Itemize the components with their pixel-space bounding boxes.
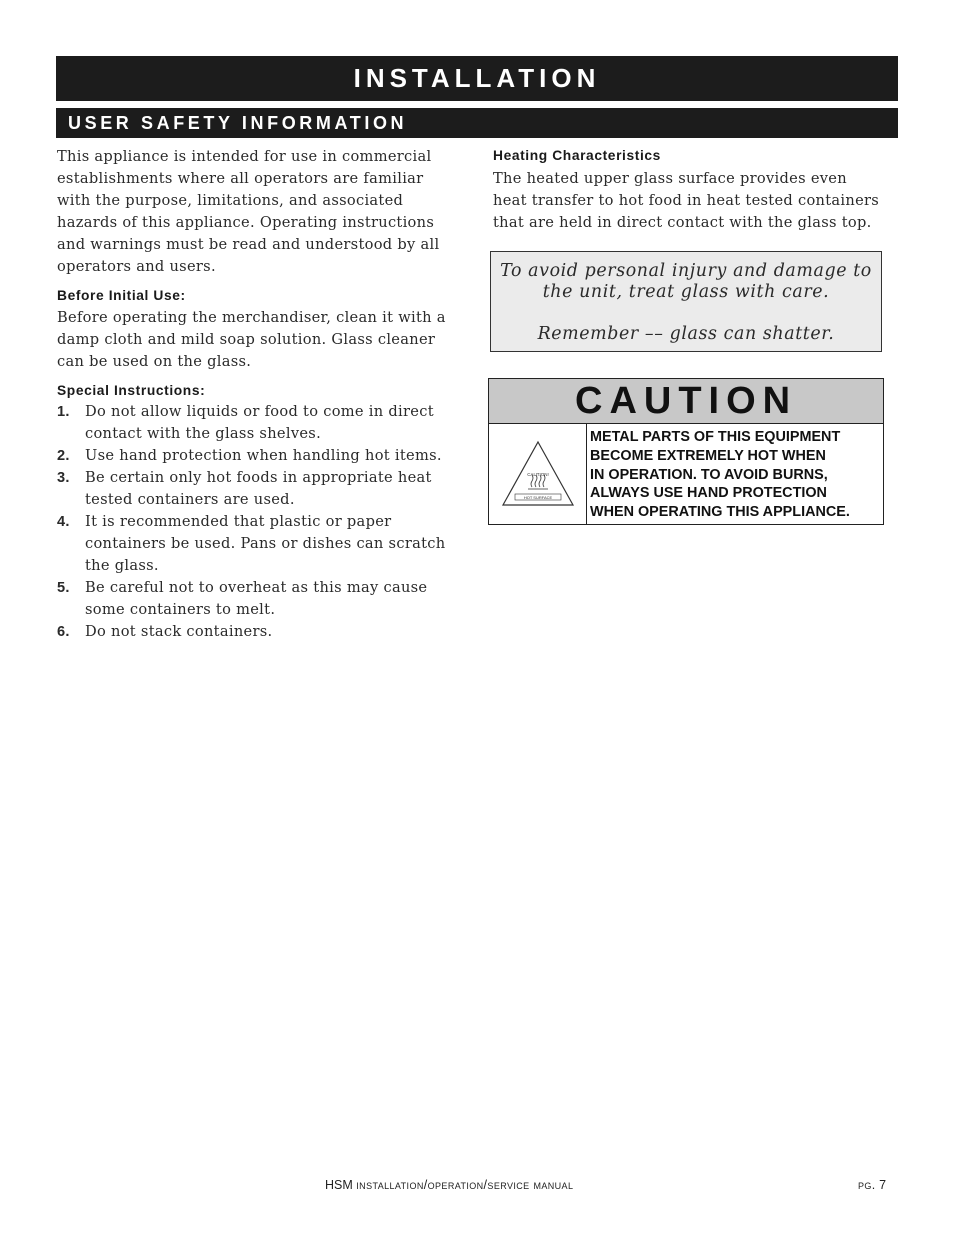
notice-line-2: Remember –– glass can shatter. — [537, 324, 835, 344]
footer-manual-title — [325, 1178, 573, 1192]
special-instructions-heading: Special Instructions: — [57, 383, 206, 398]
list-item-number: 6. — [57, 624, 70, 640]
left-column — [57, 146, 449, 643]
list-item-number: 3. — [57, 470, 70, 486]
caution-box — [488, 378, 884, 525]
icon-hot-surface-label: HOT SURFACE — [523, 494, 552, 500]
caution-line: METAL PARTS OF THIS EQUIPMENT — [590, 429, 841, 445]
page-title: INSTALLATION — [353, 63, 601, 93]
footer-page-number — [858, 1178, 886, 1192]
glass-warning-notice — [490, 251, 882, 352]
intro-paragraph: This appliance is intended for use in commercial establishments where all operators are familiar with the purpose, limitations, and associated hazards of this appliance. Operating instructions and warnings must be read and understood by all operators and users. — [57, 148, 440, 275]
caution-line: BECOME EXTREMELY HOT WHEN — [590, 447, 826, 464]
list-item-number: 4. — [57, 514, 70, 530]
list-item-number: 2. — [57, 448, 70, 464]
list-item-text: Do not stack containers. — [85, 623, 273, 640]
before-initial-use-heading: Before Initial Use: — [57, 288, 186, 303]
list-item — [57, 621, 449, 643]
hot-surface-warning-icon — [500, 439, 576, 509]
list-item — [57, 445, 449, 467]
section-title: USER SAFETY INFORMATION — [68, 112, 408, 133]
list-item — [57, 511, 449, 577]
caution-line: WHEN OPERATING THIS APPLIANCE. — [590, 504, 850, 521]
caution-body — [489, 424, 883, 524]
section-title-banner — [56, 108, 898, 138]
footer-page-value: 7 — [879, 1178, 887, 1192]
list-item-text: It is recommended that plastic or paper containers be used. Pans or dishes can scratch the glass. — [85, 513, 446, 574]
list-item-text: Be certain only hot foods in appropriate heat tested containers are used. — [85, 469, 432, 508]
footer-manual-name: installation/operation/service manual — [356, 1178, 574, 1192]
list-item-number: 1. — [57, 404, 70, 420]
list-item — [57, 467, 449, 511]
notice-line-1: To avoid personal injury and damage to the unit, treat glass with care. — [500, 261, 872, 302]
special-instructions-list — [57, 401, 449, 643]
caution-icon-cell — [489, 424, 587, 524]
footer-model: HSM — [325, 1178, 353, 1192]
caution-message — [587, 424, 883, 524]
heating-characteristics-heading: Heating Characteristics — [493, 148, 661, 163]
caution-line: IN OPERATION. TO AVOID BURNS, — [590, 466, 828, 483]
footer-page-prefix: pg. — [858, 1178, 876, 1192]
caution-title: CAUTION — [489, 379, 883, 424]
list-item — [57, 577, 449, 621]
list-item-text: Use hand protection when handling hot items. — [85, 447, 442, 464]
list-item — [57, 401, 449, 445]
icon-caution-text: CAUTION! — [526, 472, 549, 477]
list-item-text: Do not allow liquids or food to come in direct contact with the glass shelves. — [85, 403, 434, 442]
before-initial-use-paragraph: Before operating the merchandiser, clean it with a damp cloth and mild soap solution. Glass cleaner can be used on the glass. — [57, 309, 446, 370]
list-item-text: Be careful not to overheat as this may cause some containers to melt. — [85, 579, 428, 618]
heating-characteristics-paragraph: The heated upper glass surface provides even heat transfer to hot food in heat tested containers that are held in direct contact with the glass top. — [493, 170, 880, 231]
caution-line: ALWAYS USE HAND PROTECTION — [590, 485, 827, 502]
right-column — [493, 146, 885, 234]
list-item-number: 5. — [57, 580, 70, 596]
page-title-banner — [56, 56, 898, 101]
